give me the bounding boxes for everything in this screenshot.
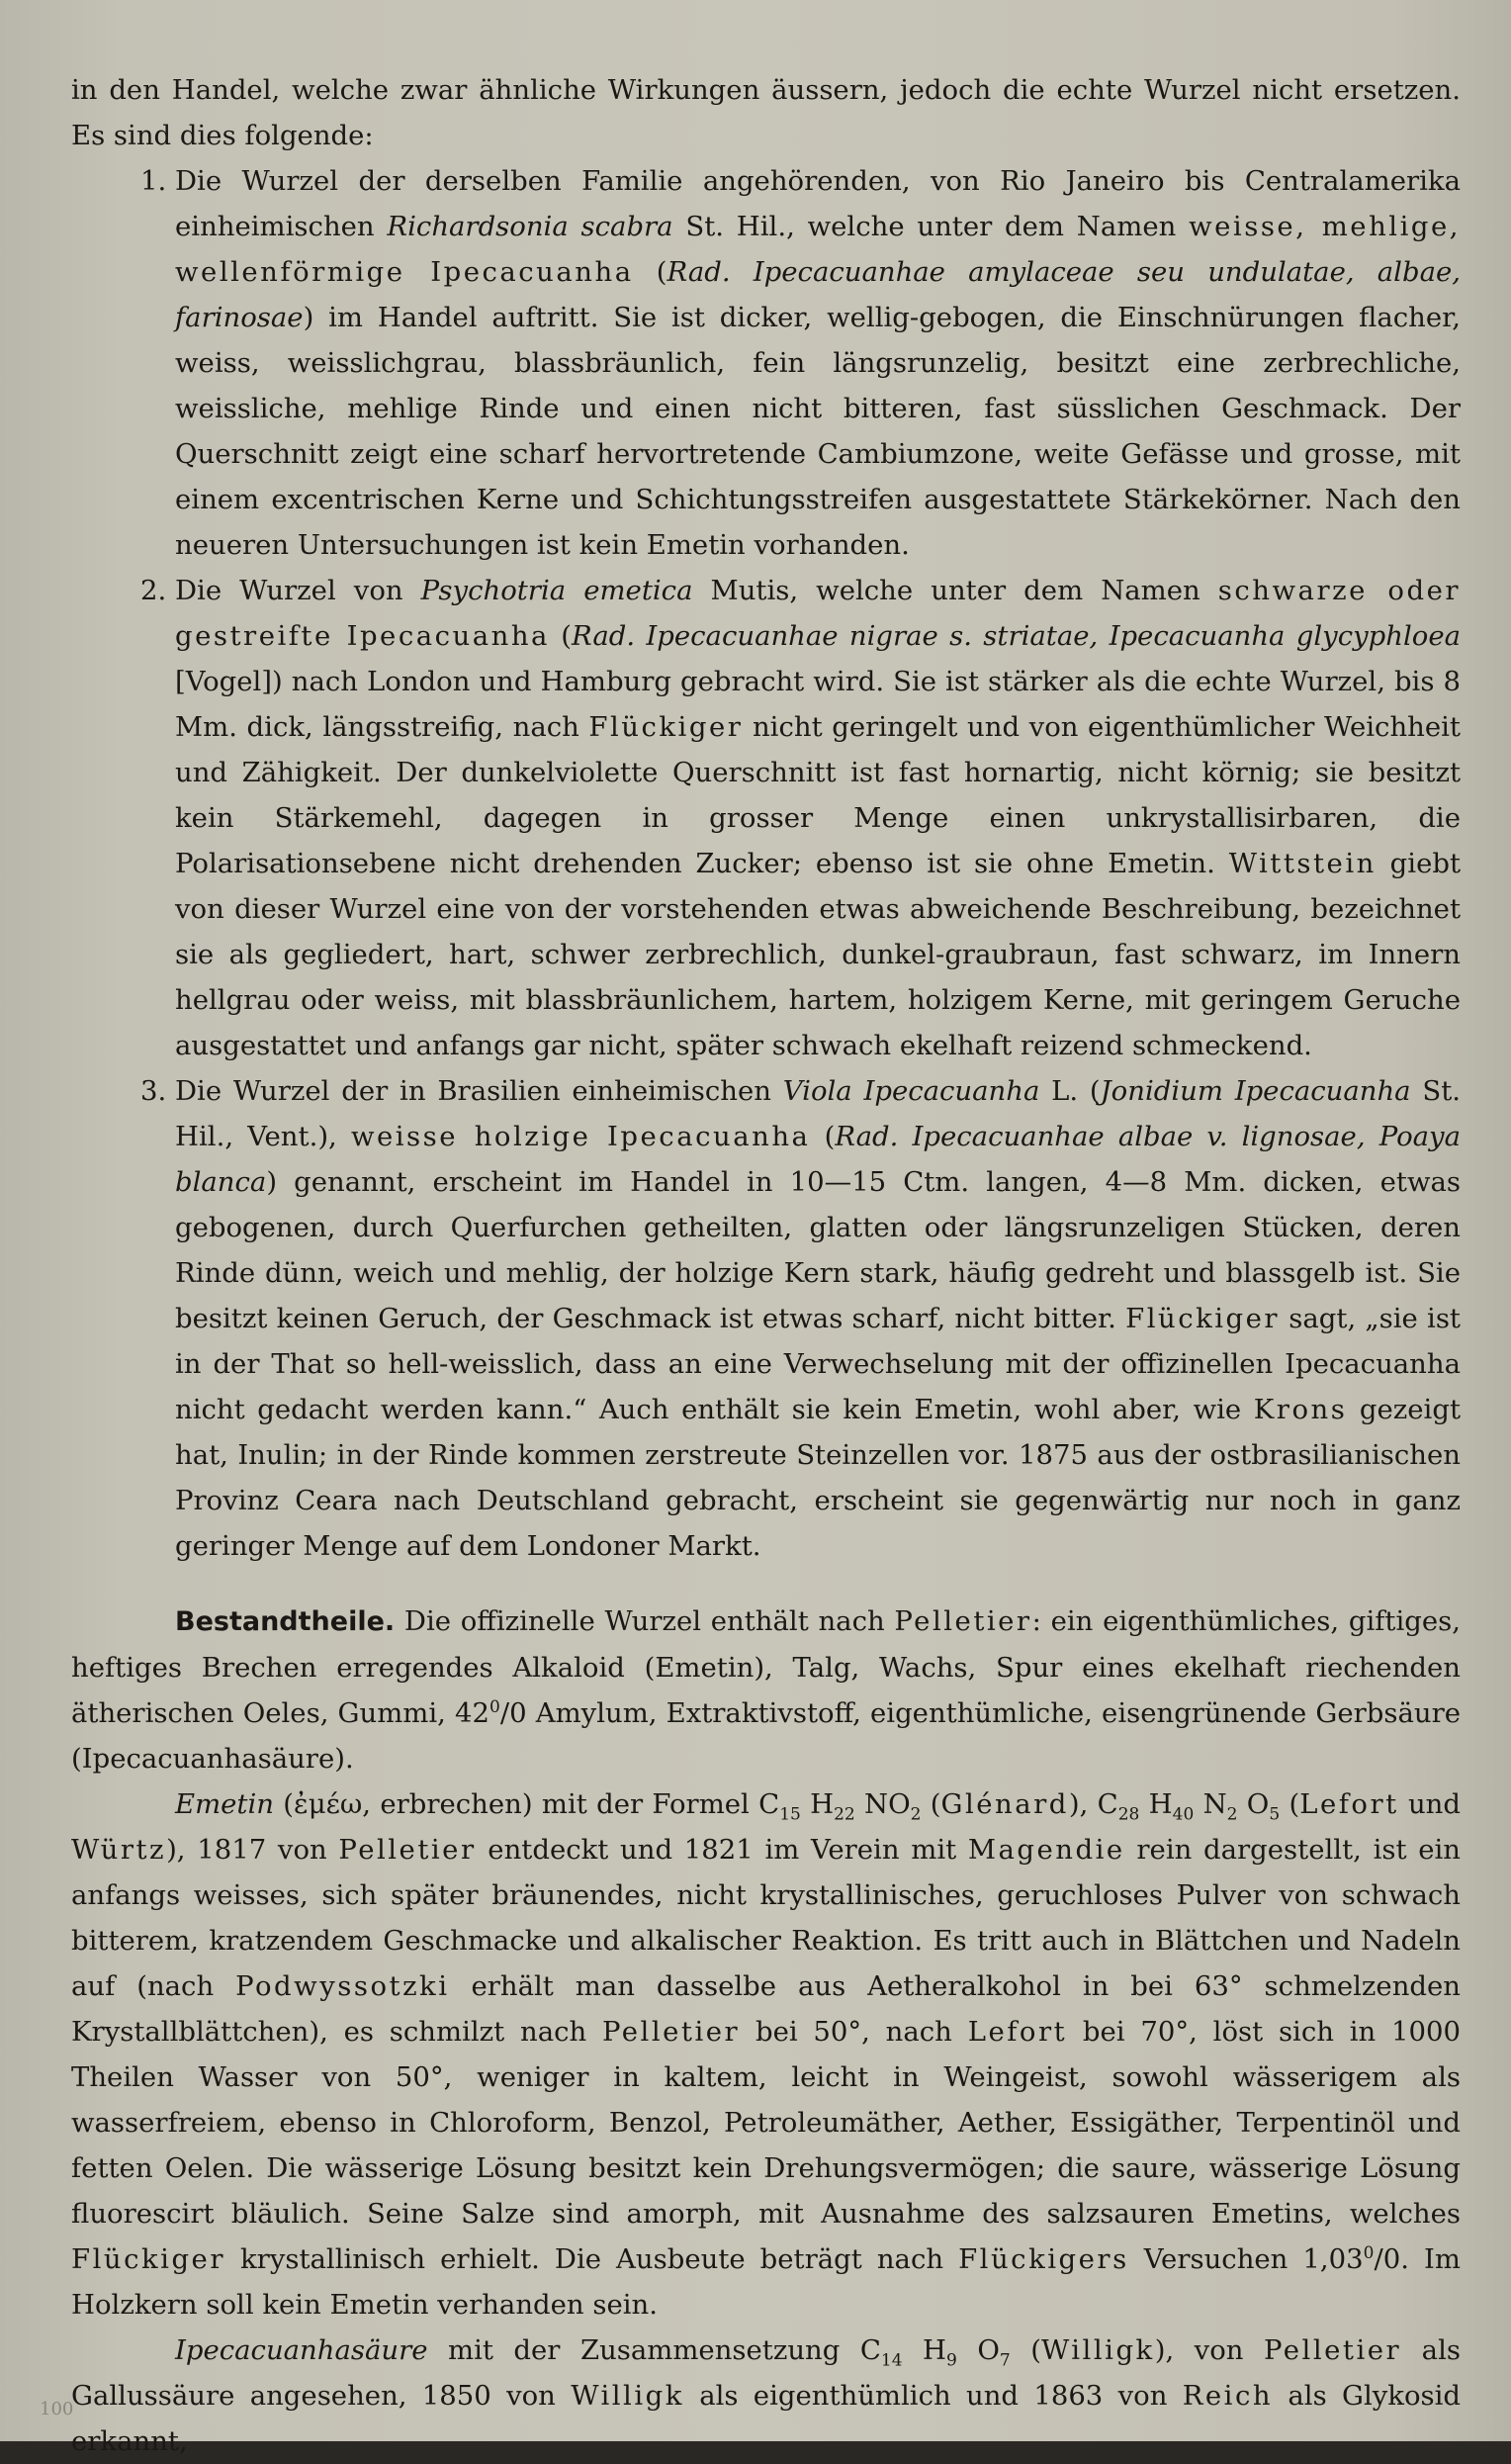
body-text: mit der Zusammensetzung C (427, 2334, 881, 2366)
list-text: nicht geringelt und von eigenthümlicher Weichheit und Zähigkeit. Der dunkelviolette Querschnitt ist fast hornartig, nicht körnig; sie besitzt kein Stärkemehl, dagegen in grosser Menge einen unkrystallisirbaren, die Polarisationsebene nicht drehenden Zucker; ebenso ist sie ohne Emetin. (175, 711, 1461, 879)
list-text: St. Hil., welche unter dem Namen (672, 211, 1190, 242)
author-name: Flückiger (1125, 1303, 1281, 1334)
bestandtheile-paragraph (71, 1598, 1461, 1781)
percent-sign-tail: /0 (499, 1697, 527, 1729)
body-text: H (1139, 1788, 1173, 1820)
author-name: Pelletier (602, 2016, 741, 2048)
trade-name: weisse, mehlige, wellenförmige Ipecacuanha (175, 211, 1461, 288)
body-text: . Im Holzkern soll kein Emetin verhanden sein. (71, 2243, 1461, 2321)
percent-sign-top: 0 (489, 1696, 500, 1717)
section-gap (71, 1569, 1461, 1598)
list-text: sagt, „sie ist in der That so hell-weisslich, dass an eine Verwechselung mit der offizinellen Ipecacuanha nicht gedacht werden kann.“ Auch enthält sie kein Emetin, wohl aber, wie (175, 1303, 1461, 1425)
body-text: ), 1817 von (166, 1834, 339, 1866)
trade-name: schwarze oder gestreifte Ipecacuanha (175, 575, 1462, 652)
list-text: gezeigt hat, Inulin; in der Rinde kommen zerstreute Steinzellen vor. 1875 aus der ostbrasilianischen Provinz Ceara nach Deutschland gebracht, erscheint sie gegenwärtig nur noch in ganz geringer Menge auf dem Londoner Markt. (175, 1394, 1461, 1562)
list-text: ( (549, 620, 573, 652)
term-emetin: Emetin (175, 1788, 274, 1820)
formula-subscript: 22 (834, 1804, 855, 1825)
body-text: erhält man dasselbe aus Aetheralkohol in bei 63° schmelzenden Krystallblättchen), es schmilzt nach (71, 1970, 1461, 2048)
body-text: Die offizinelle Wurzel enthält nach (395, 1605, 895, 1637)
term-ipecacuanhasaeure: Ipecacuanhasäure (175, 2334, 428, 2366)
percent-sign-top: 0 (1363, 2242, 1375, 2263)
formula-subscript: 2 (1226, 1804, 1238, 1825)
latin-drug-name: Rad. Ipecacuanhae albae v. lignosae, Poaya blanca (175, 1121, 1461, 1198)
formula-subscript: 28 (1117, 1804, 1140, 1825)
body-text: (ἐμέω, erbrechen) mit der Formel C (273, 1788, 780, 1820)
author-name: Würtz (71, 1834, 167, 1866)
emetin-paragraph (71, 1781, 1461, 2327)
formula-subscript: 15 (779, 1804, 801, 1825)
percent-sign-tail: /0 (1374, 2243, 1401, 2275)
author-name: Reich (1182, 2380, 1274, 2412)
author-name: Pelletier (1264, 2334, 1402, 2366)
trade-name: weisse holzige Ipecacuanha (350, 1121, 811, 1152)
body-text: entdeckt und 1821 im Verein mit (476, 1834, 968, 1866)
author-name: Lefort (967, 2016, 1068, 2048)
body-text: H (902, 2334, 947, 2366)
list-number: 3. (140, 1075, 167, 1107)
author-name: Pelletier (894, 1605, 1032, 1637)
page-number: 100 (40, 2399, 74, 2419)
list-text: ) genannt, erscheint im Handel in 10—15 Ctm. langen, 4—8 Mm. dicken, etwas gebogenen, durch Querfurchen getheilten, glatten oder längsrunzeligen Stücken, deren Rinde dünn, weich und mehlig, der holzige Kern stark, häufig gedreht und blassgelb ist. Sie besitzt keinen Geruch, der Geschmack ist etwas scharf, nicht bitter. (175, 1166, 1461, 1334)
opening-paragraph: in den Handel, welche zwar ähnliche Wirkungen äussern, jedoch die echte Wurzel nicht ersetzen. Es sind dies folgende: (71, 74, 1461, 151)
author-name: Flückiger (588, 711, 744, 743)
formula-subscript: 7 (999, 2350, 1011, 2371)
body-text: N (1194, 1788, 1227, 1820)
formula-subscript: 2 (910, 1804, 922, 1825)
list-text: ( (810, 1121, 836, 1152)
formula-subscript: 9 (946, 2350, 957, 2371)
body-text: O (1237, 1788, 1270, 1820)
body-text: als eigenthümlich und 1863 von (683, 2380, 1183, 2412)
species-name: Jonidium Ipecacuanha (1100, 1075, 1411, 1107)
body-text: ( (1280, 1788, 1300, 1820)
author-name: Pelletier (338, 1834, 477, 1866)
body-text: : ein eigenthümliches, giftiges, heftiges Brechen erregendes Alkaloid (Emetin), Talg, Wachs, Spur eines ekelhaft riechenden ätherischen Oeles, Gummi, 42 (71, 1605, 1461, 1729)
formula-subscript: 14 (880, 2350, 903, 2371)
list-item-2 (71, 568, 1461, 1068)
species-name: Viola Ipecacuanha (782, 1075, 1040, 1107)
list-text: Die Wurzel der in Brasilien einheimischen (175, 1075, 783, 1107)
latin-drug-name: Rad. Ipecacuanhae amylaceae seu undulatae, albae, farinosae (175, 256, 1461, 333)
body-text: ), C (1068, 1788, 1118, 1820)
body-text: krystallinisch erhielt. Die Ausbeute beträgt nach (224, 2243, 959, 2275)
list-text: ( (633, 256, 667, 288)
body-text: H (800, 1788, 835, 1820)
body-text: als Glykosid erkannt, (71, 2380, 1462, 2457)
author-name: Podwyssotzki (235, 1970, 450, 2002)
list-text: [Vogel]) nach London und Hamburg gebracht wird. Sie ist stärker als die echte Wurzel, bis 8 Mm. dick, längsstreifig, nach (175, 666, 1461, 743)
list-number: 2. (140, 575, 167, 606)
list-text: Die Wurzel der derselben Familie angehörenden, von Rio Janeiro bis Centralamerika einheimischen (175, 165, 1461, 242)
species-name: Psychotria emetica (420, 575, 693, 606)
body-text: ), von (1154, 2334, 1264, 2366)
latin-drug-name: Rad. Ipecacuanhae nigrae s. striatae, Ipecacuanha glycyphloea (572, 620, 1461, 652)
list-text: giebt von dieser Wurzel eine von der vorstehenden etwas abweichende Beschreibung, bezeichnet sie als gegliedert, hart, schwer zerbrechlich, dunkel-graubraun, fast schwarz, im Innern hellgrau oder weiss, mit blassbräunlichem, hartem, holzigem Kerne, mit geringem Geruche ausgestattet und anfangs gar nicht, später schwach ekelhaft reizend schmeckend. (175, 848, 1461, 1061)
body-text: und (1398, 1788, 1461, 1820)
list-item-3 (71, 1068, 1461, 1569)
author-name: Krons (1253, 1394, 1348, 1425)
formula-subscript: 40 (1172, 1804, 1195, 1825)
author-name: Willigk (1040, 2334, 1155, 2366)
body-text: ( (921, 1788, 941, 1820)
ipecacuanhasaeure-paragraph (71, 2327, 1461, 2464)
list-number: 1. (140, 165, 167, 197)
species-name: Richardsonia scabra (387, 211, 673, 242)
list-text: ) im Handel auftritt. Sie ist dicker, wellig-gebogen, die Einschnürungen flacher, weiss, weisslichgrau, blassbräunlich, fein längsrunzelig, besitzt eine zerbrechliche, weissliche, mehlige Rinde und einen nicht bitteren, fast süsslichen Geschmack. Der Querschnitt zeigt eine scharf hervortretende Cambiumzone, weite Gefässe und grosse, mit einem excentrischen Kerne und Schichtungsstreifen ausgestattete Stärkekörner. Nach den neueren Untersuchungen ist kein Emetin vorhanden. (175, 302, 1461, 561)
body-text: als Gallussäure angesehen, 1850 von (71, 2334, 1461, 2412)
body-text: NO (854, 1788, 911, 1820)
body-text: bei 50°, nach (740, 2016, 968, 2048)
list-item-1 (71, 158, 1461, 568)
list-text: Die Wurzel von (175, 575, 421, 606)
body-text: rein dargestellt, ist ein anfangs weisses, sich später bräunendes, nicht krystallinisches, geruchloses Pulver von schwach bitterem, kratzendem Geschmacke und alkalischer Reaktion. Es tritt auch in Blättchen und Nadeln auf (nach (71, 1834, 1462, 2002)
body-text: ( (1010, 2334, 1041, 2366)
body-text: bei 70°, löst sich in 1000 Theilen Wasser von 50°, weniger in kaltem, leicht in Weingeist, sowohl wässerigem als wasserfreiem, ebenso in Chloroform, Benzol, Petroleumäther, Aether, Essigäther, Terpentinöl und fetten Oelen. Die wässerige Lösung besitzt kein Drehungsvermögen; die saure, wässerige Lösung fluorescirt bläulich. Seine Salze sind amorph, mit Ausnahme des salzsauren Emetins, welches (71, 2016, 1462, 2230)
page-text (71, 67, 1461, 2464)
body-text: Amylum, Extraktivstoff, eigenthümliche, eisengrünende Gerbsäure (Ipecacuanhasäure). (71, 1697, 1461, 1775)
list-text: Mutis, welche unter dem Namen (692, 575, 1218, 606)
section-heading: Bestandtheile. (175, 1606, 396, 1637)
author-name: Wittstein (1228, 848, 1377, 879)
author-name: Magendie (967, 1834, 1125, 1866)
author-name: Flückiger (71, 2243, 225, 2275)
body-text: O (956, 2334, 1000, 2366)
body-text: Versuchen 1,03 (1128, 2243, 1364, 2275)
list-text: St. Hil., Vent.), (175, 1075, 1461, 1152)
author-name: Willigk (571, 2380, 684, 2412)
author-name: Lefort (1299, 1788, 1399, 1820)
author-name: Glénard (940, 1788, 1069, 1820)
list-text: L. ( (1039, 1075, 1101, 1107)
author-name: Flückigers (958, 2243, 1129, 2275)
formula-subscript: 5 (1269, 1804, 1281, 1825)
